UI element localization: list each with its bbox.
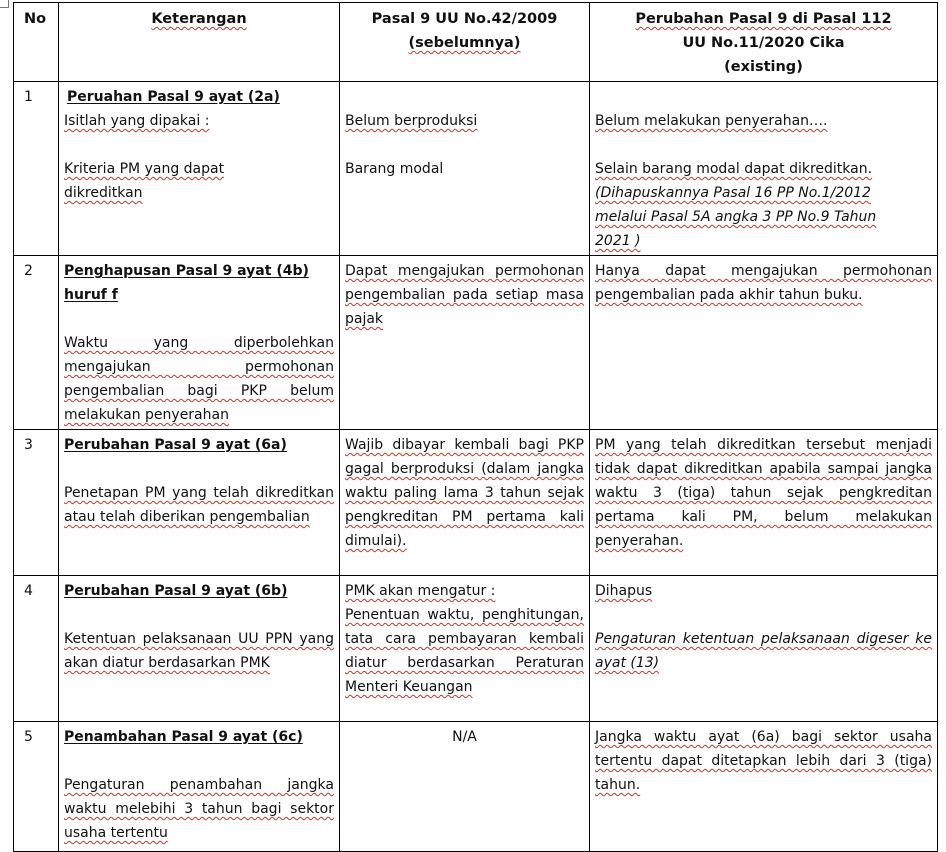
existing-cell: PM yang telah dikreditkan tersebut menjadi tidak dapat dikreditkan apabila sampai jangka waktu 3 (tiga) tahun sejak pengkreditan pertama kali PM, belum melakukan penyerahan. bbox=[590, 430, 938, 576]
row-number: 1 bbox=[14, 82, 59, 256]
row-title: Perubahan Pasal 9 ayat (6a) bbox=[64, 437, 287, 453]
sebelumnya-cell: Dapat mengajukan permohonan pengembalian pada setiap masa pajak bbox=[340, 256, 590, 430]
header-no: No bbox=[14, 3, 59, 82]
row-title: Penghapusan Pasal 9 ayat (4b) huruf f bbox=[64, 263, 309, 303]
header-row bbox=[14, 3, 938, 82]
row-number: 2 bbox=[14, 256, 59, 430]
sebelumnya-cell: N/A bbox=[340, 722, 590, 852]
row-number: 5 bbox=[14, 722, 59, 852]
keterangan-cell: Perubahan Pasal 9 ayat (6a) Penetapan PM yang telah dikreditkan atau telah diberikan pengembalian bbox=[59, 430, 340, 576]
sebelumnya-cell: Wajib dibayar kembali bagi PKP gagal berproduksi (dalam jangka waktu paling lama 3 tahun sejak pengkreditan PM pertama kali dimulai). bbox=[340, 430, 590, 576]
keterangan-cell: Peruahan Pasal 9 ayat (2a) Isitlah yang dipakai : Kriteria PM yang dapat dikreditkan bbox=[59, 82, 340, 256]
table-row bbox=[14, 430, 938, 576]
header-pasal-9-sebelumnya: Pasal 9 UU No.42/2009 (sebelumnya) bbox=[340, 3, 590, 82]
existing-cell: Hanya dapat mengajukan permohonan pengembalian pada akhir tahun buku. bbox=[590, 256, 938, 430]
row-number: 4 bbox=[14, 576, 59, 722]
row-title: Penambahan Pasal 9 ayat (6c) bbox=[64, 729, 303, 745]
keterangan-cell: Perubahan Pasal 9 ayat (6b) Ketentuan pelaksanaan UU PPN yang akan diatur berdasarkan PMK bbox=[59, 576, 340, 722]
sebelumnya-cell: PMK akan mengatur : Penentuan waktu, penghitungan, tata cara pembayaran kembali diatur berdasarkan Peraturan Menteri Keuangan bbox=[340, 576, 590, 722]
header-keterangan: Keterangan bbox=[59, 3, 340, 82]
header-perubahan-existing: Perubahan Pasal 9 di Pasal 112 UU No.11/2020 Cika (existing) bbox=[590, 3, 938, 82]
existing-cell: Belum melakukan penyerahan…. Selain barang modal dapat dikreditkan. (Dihapuskannya Pasal 16 PP No.1/2012 melalui Pasal 5A angka 3 PP No.9 Tahun 2021 ) bbox=[590, 82, 938, 256]
keterangan-cell: Penambahan Pasal 9 ayat (6c) Pengaturan penambahan jangka waktu melebihi 3 tahun bagi sektor usaha tertentu bbox=[59, 722, 340, 852]
row-number: 3 bbox=[14, 430, 59, 576]
keterangan-cell: Penghapusan Pasal 9 ayat (4b) huruf f Waktu yang diperbolehkan mengajukan permohonan pengembalian bagi PKP belum melakukan penyerahan bbox=[59, 256, 340, 430]
table-row bbox=[14, 722, 938, 852]
comparison-table bbox=[13, 2, 938, 852]
existing-cell: Dihapus Pengaturan ketentuan pelaksanaan digeser ke ayat (13) bbox=[590, 576, 938, 722]
window-corner-marker bbox=[0, 0, 9, 8]
table-row bbox=[14, 82, 938, 256]
table-row bbox=[14, 576, 938, 722]
row-title: Peruahan Pasal 9 ayat (2a) bbox=[67, 89, 280, 105]
existing-cell: Jangka waktu ayat (6a) bagi sektor usaha tertentu dapat ditetapkan lebih dari 3 (tiga) tahun. bbox=[590, 722, 938, 852]
row-title: Perubahan Pasal 9 ayat (6b) bbox=[64, 583, 288, 599]
sebelumnya-cell: Belum berproduksi Barang modal bbox=[340, 82, 590, 256]
table-row bbox=[14, 256, 938, 430]
